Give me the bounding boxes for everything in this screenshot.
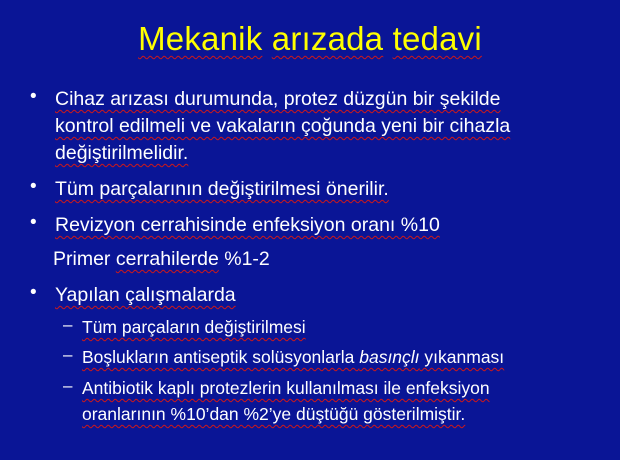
bullet-3-subline: Primer cerrahilerde %1-2 [53,248,270,270]
bullet-4-text: Yapılan çalışmalarda [55,284,236,306]
bullet-1-marker: • [30,86,37,107]
sub-1-marker: – [63,315,73,334]
bullet-4-marker: • [30,282,37,303]
bullet-3-text: Revizyon cerrahisinde enfeksiyon oranı %10 [55,214,440,236]
bullet-1-line-3: değiştirilmelidir. [55,142,189,164]
bullet-3-marker: • [30,212,37,233]
bullet-2-text: Tüm parçalarının değiştirilmesi önerilir. [55,178,389,200]
title-word-2: arızada [271,20,384,57]
sub-item-3-line-1: Antibiotik kaplı protezlerin kullanılması ile enfeksiyon [82,378,490,398]
title-word-3: tedavi [392,20,482,57]
slide-title [0,20,620,58]
sub-item-3-line-2: oranlarının %10’dan %2’ye düştüğü gösterilmiştir. [82,404,466,424]
bullet-1-line-1: Cihaz arızası durumunda, protez düzgün bir şekilde [55,88,501,110]
bullet-2-marker: • [30,176,37,197]
sub-item-1: Tüm parçaların değiştirilmesi [82,317,306,337]
sub-3-marker: – [63,376,73,395]
title-word-1: Mekanik [138,20,263,57]
sub-item-2: Boşlukların antiseptik solüsyonlarla basınçlı yıkanması [82,347,505,367]
sub-2-marker: – [63,345,73,364]
bullet-1-line-2: kontrol edilmeli ve vakaların çoğunda yeni bir cihazla [55,115,511,137]
